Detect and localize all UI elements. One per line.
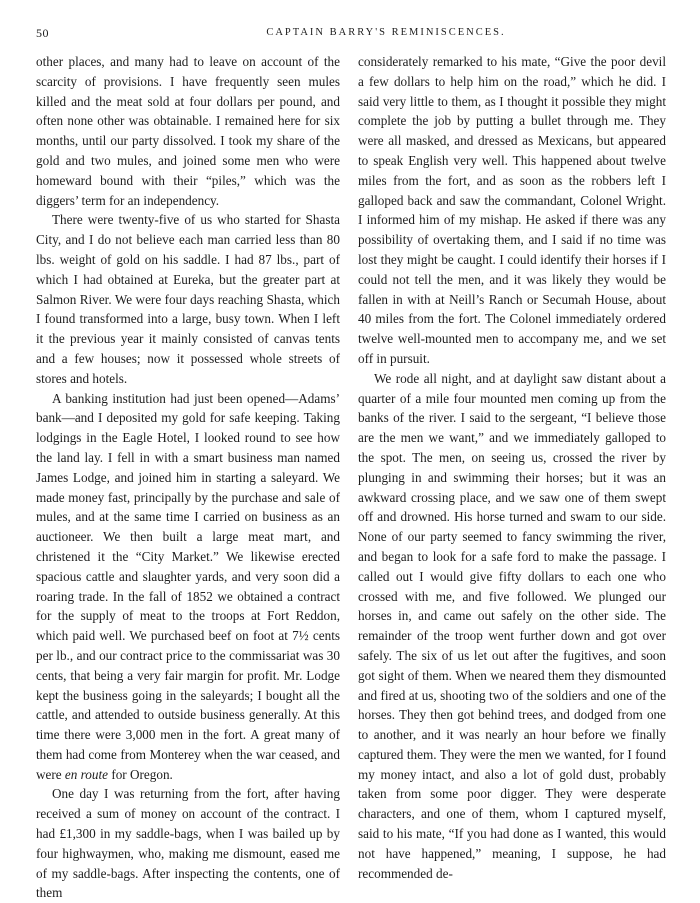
left-column bbox=[36, 52, 340, 903]
left-paragraph-3 bbox=[36, 389, 340, 785]
left-paragraph-2: There were twenty-five of us who started for Shasta City, and I do not believe each man carried less than 80 lbs. weight of gold on his saddle. I had 87 lbs., part of which I had obtained at Eureka, but the greater part at Salmon River. We were four days reaching Shasta, which I found transformed into a large, busy town. When I left it the previous year it mainly consisted of canvas tents and a few houses; now it possessed whole streets of stores and hotels. bbox=[36, 212, 340, 386]
right-column bbox=[358, 52, 666, 883]
right-paragraph-2: We rode all night, and at daylight saw distant about a quarter of a mile four mounted men coming up from the banks of the river. I said to the sergeant, “I believe those are the men we want,” and we immediately galloped to the spot. The men, on seeing us, crossed the river by plunging in and swimming their horses; but it was an awkward crossing place, and we saw one of them swept off and drowned. His horse turned and swam to our side. None of our party seemed to fancy swimming the river, and began to look for a safe ford to make the passage. I called out I would give fifty dollars to each one who crossed with me, and five followed. We plunged our horses in, and came out safely on the other side. The remainder of the troop went further down and got over safely. The six of us let out after the fugitives, and soon got sight of them. When we neared them they dismounted and fired at us, shooting two of the soldiers and one of the horses. They then got behind trees, and dodged from one to another, and it was nearly an hour before we finally captured them. They were the men we wanted, for I found my money intact, and also a lot of gold dust, probably taken from some poor digger. They were desperate characters, and one of them, whom I captured myself, said to his mate, “If you had done as I wanted, this would not have happened,” meaning, I suppose, he had recommended de- bbox=[358, 370, 666, 881]
page-header bbox=[36, 26, 668, 44]
en-route-italic: en route bbox=[64, 766, 109, 782]
running-title: CAPTAIN BARRY'S REMINISCENCES. bbox=[266, 27, 506, 38]
left-paragraph-1: other places, and many had to leave on account of the scarcity of provisions. I have frequently seen mules killed and the meat sold at four dollars per pound, and often none other was obtainable. I remained here for six months, until our party dissolved. I took my share of the gold and two mules, and joined some men who were homeward bound with their “piles,” which was the diggers’ term for an independency. bbox=[36, 54, 340, 208]
left-paragraph-3-end: for Oregon. bbox=[111, 766, 173, 782]
right-paragraph-1: considerately remarked to his mate, “Give the poor devil a few dollars to help him on the road,” which he did. I said very little to them, as I thought it possible they might complete the job by putting a bullet through me. They were all masked, and dressed as Mexicans, but appeared to speak English very well. This happened about twelve miles from the fort, and as soon as the robbers left I galloped back and saw the commandant, Colonel Wright. I informed him of my mishap. He asked if there was any possibility of overtaking them, and I said if no time was lost they might be caught. I could identify their horses if I could not tell the men, and it was likely they would be fallen in with at Neill’s Ranch or Secumah House, about 40 miles from the fort. The Colonel immediately ordered twelve well-mounted men to accompany me, and we set off in pursuit. bbox=[358, 54, 666, 366]
left-paragraph-3-text: A banking institution had just been opened—Adams’ bank—and I deposited my gold for safe keeping. Taking lodgings in the Eagle Hotel, I looked round to see how the land lay. I fell in with a smart business man named James Lodge, and joined him in starting a saleyard. We made money fast, principally by the purchase and sale of mules, and at the same time I carried on business as an auctioneer. We then built a large meat mart, and christened it the “City Market.” We likewise erected spacious cattle and slaughter yards, and very soon did a roaring trade. In the fall of 1852 we obtained a contract for the supply of meat to the troops at Fort Reddon, which paid well. We purchased beef on foot at 7½ cents per lb., and our contract price to the commissariat was 30 cents, that being a very fair margin for profit. Mr. Lodge kept the business going in the saleyards; I bought all the cattle, and attended to outside business generally. At this time there were 3,000 men in the fort. A great many of them had come from Monterey when the war ceased, and were bbox=[36, 390, 340, 782]
page-number: 50 bbox=[36, 26, 49, 40]
left-paragraph-4: One day I was returning from the fort, after having received a sum of money on account of the contract. I had £1,300 in my saddle-bags, when I was bailed up by four highwaymen, who, making me dismount, eased me of my saddle-bags. After inspecting the contents, one of them bbox=[36, 786, 340, 901]
